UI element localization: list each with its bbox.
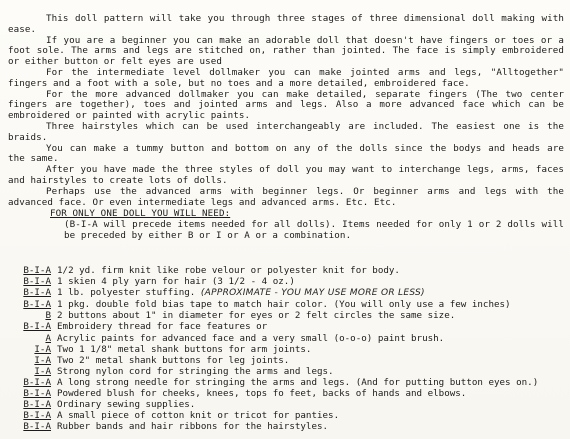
- materials-heading: FOR ONLY ONE DOLL YOU WILL NEED:: [50, 208, 231, 220]
- item-code: B-I-A: [23, 376, 51, 388]
- item-code: B-I-A: [23, 388, 51, 400]
- intro-paragraph: You can make a tummy button and bottom on any of the dolls since the bodys and heads are the same.: [8, 142, 564, 165]
- item-text: A long strong needle for stringing the arms and legs. (And for putting button eyes on.): [57, 376, 539, 388]
- item-code: A: [45, 332, 51, 344]
- list-item: [13, 355, 565, 366]
- list-item: [13, 421, 565, 432]
- item-code: B: [45, 310, 51, 322]
- item-code: B-I-A: [23, 276, 51, 288]
- intro-paragraph: If you are a beginner you can make an adorable doll that doesn't have fingers or toes or a foot sole. The arms and legs are stitched on, rather than jointed. The face is simply embroidered or either button or felt eyes are used: [8, 34, 564, 68]
- materials-note: (B-I-A will precede items needed for all dolls). Items needed for only 1 or 2 dolls will be preceded by either B or I or A or a combination.: [64, 219, 564, 241]
- item-text: Ordinary sewing supplies.: [57, 399, 196, 411]
- intro-paragraph: Perhaps use the advanced arms with beginner legs. Or beginner arms and legs with the advanced face. Or even intermediate legs and advanced arms. Etc. Etc.: [8, 185, 564, 208]
- item-code: B-I-A: [23, 321, 51, 333]
- materials-list: [13, 265, 565, 432]
- list-item: [13, 310, 565, 321]
- intro-paragraph: Three hairstyles which can be used interchangeably are included. The easiest one is the braids.: [8, 120, 564, 143]
- handwritten-note: (APPROXIMATE - YOU MAY USE MORE OR LESS): [200, 288, 425, 299]
- list-item: [13, 333, 565, 344]
- item-code: B-I-A: [23, 265, 51, 276]
- list-item: [13, 276, 565, 287]
- intro-paragraph: This doll pattern will take you through three stages of three dimensional doll making with ease.: [8, 13, 564, 35]
- item-text: Embroidery thread for face features or: [57, 321, 268, 333]
- intro-paragraph: For the intermediate level dollmaker you can make jointed arms and legs, "Alltogether" fingers and a foot with a sole, but no toes and a more detailed, embroidered face.: [8, 66, 564, 89]
- list-item: [13, 321, 565, 332]
- item-text: Two 2" metal shank buttons for leg joints.: [57, 354, 290, 366]
- item-text: 1 pkg. double fold bias tape to match hair color. (You will only use a few inches): [57, 299, 511, 311]
- intro-paragraph: For the more advanced dollmaker you can make detailed, separate fingers (The two center fingers are together), toes and jointed arms and legs. Also a more advanced face which can be embroidered or painted with acrylic paints.: [8, 88, 564, 122]
- item-text: 1 lb. polyester stuffing.: [57, 287, 196, 299]
- item-code: I-A: [34, 365, 51, 377]
- item-text: Two 1 1/8" metal shank buttons for arm joints.: [57, 343, 312, 355]
- intro-section: [8, 14, 564, 242]
- list-item: [13, 299, 565, 310]
- item-code: B-I-A: [23, 299, 51, 311]
- list-item: [13, 287, 565, 299]
- list-item: [13, 399, 565, 410]
- item-text: Acrylic paints for advanced face and a very small (o-o-o) paint brush.: [57, 332, 445, 344]
- list-item: [13, 366, 565, 377]
- intro-paragraph: After you have made the three styles of doll you may want to interchange legs, arms, faces and hairstyles to create lots of dolls.: [8, 164, 564, 186]
- item-text: 1 skien 4 ply yarn for hair (3 1/2 - 4 oz.): [57, 276, 295, 288]
- item-text: 2 buttons about 1" in diameter for eyes or 2 felt circles the same size.: [57, 310, 456, 322]
- list-item: [13, 265, 565, 276]
- list-item: [13, 344, 565, 355]
- item-text: 1/2 yd. firm knit like robe velour or polyester knit for body.: [57, 265, 400, 276]
- item-code: B-I-A: [23, 287, 51, 299]
- item-text: Rubber bands and hair ribbons for the hairstyles.: [57, 421, 329, 433]
- item-text: A small piece of cotton knit or tricot for panties.: [57, 410, 340, 422]
- list-item: [13, 410, 565, 421]
- list-item: [13, 388, 565, 399]
- item-code: B-I-A: [23, 410, 51, 422]
- item-code: I-A: [34, 354, 51, 366]
- list-item: [13, 377, 565, 388]
- item-code: I-A: [34, 343, 51, 355]
- item-text: Powdered blush for cheeks, knees, tops fo feet, backs of hands and elbows.: [57, 388, 467, 400]
- item-code: B-I-A: [23, 421, 51, 433]
- item-code: B-I-A: [23, 399, 51, 411]
- item-text: Strong nylon cord for stringing the arms and legs.: [57, 365, 334, 377]
